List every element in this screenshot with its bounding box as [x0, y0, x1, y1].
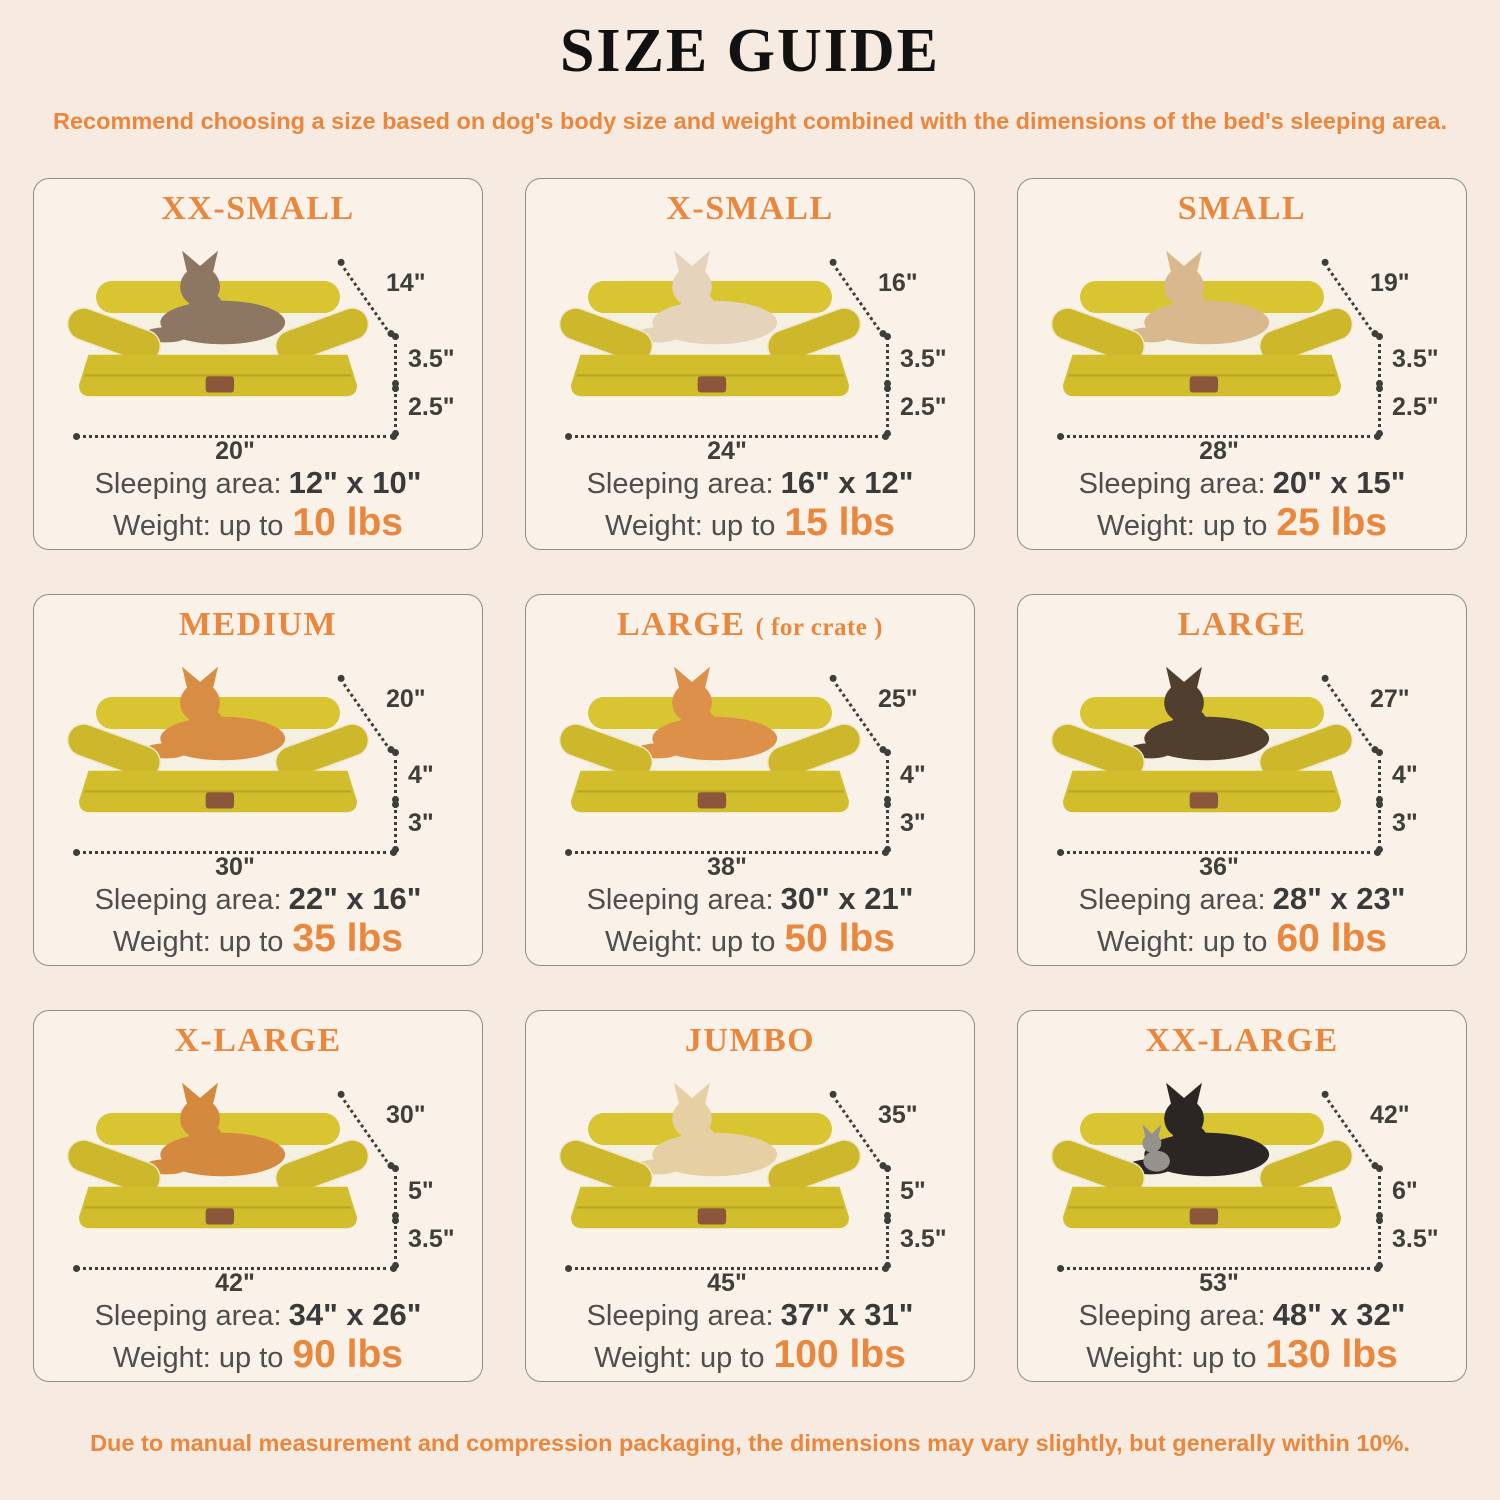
sleeping-area-value: 16" x 12"	[780, 465, 914, 500]
sleeping-area-label: Sleeping area:	[94, 1300, 282, 1332]
weight-value: 35 lbs	[292, 917, 403, 960]
weight-label: Weight:	[113, 926, 211, 958]
size-name-text: LARGE	[1177, 606, 1307, 643]
sleeping-area-line	[1018, 1297, 1466, 1333]
size-card	[33, 594, 483, 966]
base-height-value: 3.5"	[1392, 1225, 1439, 1253]
weight-upto: up to	[218, 510, 284, 542]
size-name	[1018, 1021, 1466, 1065]
sleeping-area-label: Sleeping area:	[586, 884, 774, 916]
weight-line	[1018, 917, 1466, 965]
bolster-height-line	[886, 337, 889, 383]
sleeping-area-line	[526, 881, 974, 917]
size-name	[526, 605, 974, 649]
size-card	[1017, 178, 1467, 550]
size-name-suffix: ( for crate )	[755, 614, 883, 641]
bolster-height-line	[1378, 1169, 1381, 1215]
weight-upto: up to	[1192, 1342, 1257, 1374]
weight-upto: up to	[1202, 510, 1268, 542]
base-height-line	[1378, 389, 1381, 433]
base-height-line	[1378, 1221, 1381, 1265]
width-measure-value: 20"	[215, 437, 255, 465]
weight-line	[34, 917, 482, 965]
weight-value: 25 lbs	[1276, 501, 1387, 544]
weight-value: 60 lbs	[1276, 917, 1387, 960]
sleeping-area-label: Sleeping area:	[1078, 884, 1266, 916]
size-card	[33, 1010, 483, 1382]
size-name	[34, 189, 482, 233]
bed-illustration	[1018, 233, 1467, 465]
weight-line	[526, 917, 974, 965]
bed-illustration	[34, 649, 483, 881]
size-name-text: MEDIUM	[178, 606, 338, 643]
size-name	[1018, 605, 1466, 649]
sleeping-area-line	[526, 465, 974, 501]
base-height-value: 3.5"	[900, 1225, 947, 1253]
bolster-height-line	[394, 1169, 397, 1215]
sleeping-area-value: 22" x 16"	[288, 881, 422, 916]
weight-line	[526, 501, 974, 549]
bolster-height-value: 3.5"	[1392, 345, 1439, 373]
sleeping-area-value: 34" x 26"	[288, 1297, 422, 1332]
weight-label: Weight:	[1086, 1342, 1184, 1374]
base-height-value: 3"	[408, 809, 434, 837]
page-footer: Due to manual measurement and compression packaging, the dimensions may vary slightly, but generally within 10%.	[90, 1430, 1410, 1456]
weight-upto: up to	[700, 1342, 765, 1374]
base-height-value: 2.5"	[408, 393, 455, 421]
rottweiler-photo	[1046, 1069, 1358, 1259]
weight-value: 15 lbs	[784, 501, 895, 544]
weight-upto: up to	[218, 926, 284, 958]
depth-measure-value: 42"	[1370, 1101, 1410, 1129]
sleeping-area-label: Sleeping area:	[94, 884, 282, 916]
bed-illustration	[526, 233, 975, 465]
size-card	[33, 178, 483, 550]
bed-illustration	[34, 233, 483, 465]
weight-value: 90 lbs	[292, 1333, 403, 1376]
depth-measure-value: 14"	[386, 269, 426, 297]
depth-measure-value: 30"	[386, 1101, 426, 1129]
bolster-height-line	[1378, 337, 1381, 383]
weight-upto: up to	[218, 1342, 284, 1374]
golden-retriever-photo	[62, 1069, 374, 1259]
weight-value: 10 lbs	[292, 501, 403, 544]
width-measure-value: 42"	[215, 1269, 255, 1297]
bolster-height-value: 4"	[408, 761, 434, 789]
sleeping-area-line	[1018, 881, 1466, 917]
sleeping-area-label: Sleeping area:	[586, 468, 774, 500]
depth-measure-value: 16"	[878, 269, 918, 297]
sleeping-area-value: 48" x 32"	[1272, 1297, 1406, 1332]
base-height-line	[886, 389, 889, 433]
french-bulldog-photo	[1046, 237, 1358, 427]
width-measure-value: 36"	[1199, 853, 1239, 881]
corgi-photo	[62, 653, 374, 843]
bed-illustration	[526, 1065, 975, 1297]
size-name	[34, 605, 482, 649]
weight-line	[34, 501, 482, 549]
width-measure-value: 28"	[1199, 437, 1239, 465]
base-height-value: 3.5"	[408, 1225, 455, 1253]
depth-measure-value: 25"	[878, 685, 918, 713]
sleeping-area-value: 28" x 23"	[1272, 881, 1406, 916]
bolster-height-value: 6"	[1392, 1177, 1418, 1205]
weight-upto: up to	[710, 926, 776, 958]
sleeping-area-label: Sleeping area:	[1078, 1300, 1266, 1332]
width-measure-value: 53"	[1199, 1269, 1239, 1297]
bed-illustration	[1018, 1065, 1467, 1297]
depth-measure-value: 20"	[386, 685, 426, 713]
base-height-value: 2.5"	[900, 393, 947, 421]
width-measure-value: 24"	[707, 437, 747, 465]
weight-value: 130 lbs	[1265, 1333, 1398, 1376]
bolster-height-value: 4"	[900, 761, 926, 789]
sleeping-area-line	[34, 1297, 482, 1333]
size-name	[526, 1021, 974, 1065]
base-height-line	[1378, 805, 1381, 849]
weight-label: Weight:	[594, 1342, 692, 1374]
labrador-photo	[554, 1069, 866, 1259]
size-name-text: X-LARGE	[174, 1022, 342, 1059]
size-name	[1018, 189, 1466, 233]
size-name-text: X-SMALL	[666, 190, 834, 227]
weight-line	[526, 1333, 974, 1381]
size-name-text: JUMBO	[684, 1022, 816, 1059]
width-measure-value: 45"	[707, 1269, 747, 1297]
bed-illustration	[34, 1065, 483, 1297]
sleeping-area-value: 12" x 10"	[288, 465, 422, 500]
sleeping-area-line	[34, 881, 482, 917]
bolster-height-line	[394, 337, 397, 383]
sleeping-area-label: Sleeping area:	[586, 1300, 774, 1332]
sleeping-area-line	[34, 465, 482, 501]
bolster-height-value: 5"	[408, 1177, 434, 1205]
weight-line	[34, 1333, 482, 1381]
size-card	[1017, 594, 1467, 966]
base-height-line	[394, 805, 397, 849]
weight-label: Weight:	[113, 1342, 211, 1374]
size-card	[525, 1010, 975, 1382]
base-height-line	[886, 1221, 889, 1265]
depth-measure-value: 19"	[1370, 269, 1410, 297]
page-subtitle: Recommend choosing a size based on dog's body size and weight combined with the dimensions of the bed's sleeping area.	[53, 108, 1447, 134]
border-collie-photo	[1046, 653, 1358, 843]
weight-line	[1018, 501, 1466, 549]
bolster-height-value: 3.5"	[408, 345, 455, 373]
size-name	[34, 1021, 482, 1065]
bolster-height-line	[886, 1169, 889, 1215]
shih-tzu-photo	[554, 237, 866, 427]
bolster-height-value: 5"	[900, 1177, 926, 1205]
size-grid	[33, 178, 1467, 1382]
bed-illustration	[526, 649, 975, 881]
sleeping-area-value: 30" x 21"	[780, 881, 914, 916]
weight-label: Weight:	[605, 926, 703, 958]
base-height-line	[394, 389, 397, 433]
shiba-inu-photo	[554, 653, 866, 843]
sleeping-area-line	[1018, 465, 1466, 501]
width-measure-value: 30"	[215, 853, 255, 881]
page-title: SIZE GUIDE	[559, 17, 941, 85]
sleeping-area-line	[526, 1297, 974, 1333]
weight-label: Weight:	[1097, 510, 1195, 542]
size-name	[526, 189, 974, 233]
size-name-text: XX-LARGE	[1145, 1022, 1339, 1059]
weight-line	[1018, 1333, 1466, 1381]
size-name-text: SMALL	[1177, 190, 1307, 227]
weight-value: 100 lbs	[773, 1333, 906, 1376]
weight-label: Weight:	[605, 510, 703, 542]
sleeping-area-label: Sleeping area:	[1078, 468, 1266, 500]
base-height-value: 2.5"	[1392, 393, 1439, 421]
weight-upto: up to	[1202, 926, 1268, 958]
sleeping-area-label: Sleeping area:	[94, 468, 282, 500]
weight-value: 50 lbs	[784, 917, 895, 960]
base-height-line	[394, 1221, 397, 1265]
depth-measure-value: 27"	[1370, 685, 1410, 713]
size-card	[525, 594, 975, 966]
bolster-height-value: 3.5"	[900, 345, 947, 373]
depth-measure-value: 35"	[878, 1101, 918, 1129]
size-name-text: LARGE	[617, 606, 746, 643]
weight-upto: up to	[710, 510, 776, 542]
weight-label: Weight:	[1097, 926, 1195, 958]
bolster-height-value: 4"	[1392, 761, 1418, 789]
base-height-line	[886, 805, 889, 849]
base-height-value: 3"	[900, 809, 926, 837]
weight-label: Weight:	[113, 510, 211, 542]
bolster-height-line	[394, 753, 397, 799]
cat-photo	[62, 237, 374, 427]
sleeping-area-value: 20" x 15"	[1272, 465, 1406, 500]
bolster-height-line	[1378, 753, 1381, 799]
base-height-value: 3"	[1392, 809, 1418, 837]
size-name-text: XX-SMALL	[161, 190, 355, 227]
bed-illustration	[1018, 649, 1467, 881]
size-card	[525, 178, 975, 550]
bolster-height-line	[886, 753, 889, 799]
width-measure-value: 38"	[707, 853, 747, 881]
size-card	[1017, 1010, 1467, 1382]
sleeping-area-value: 37" x 31"	[780, 1297, 914, 1332]
